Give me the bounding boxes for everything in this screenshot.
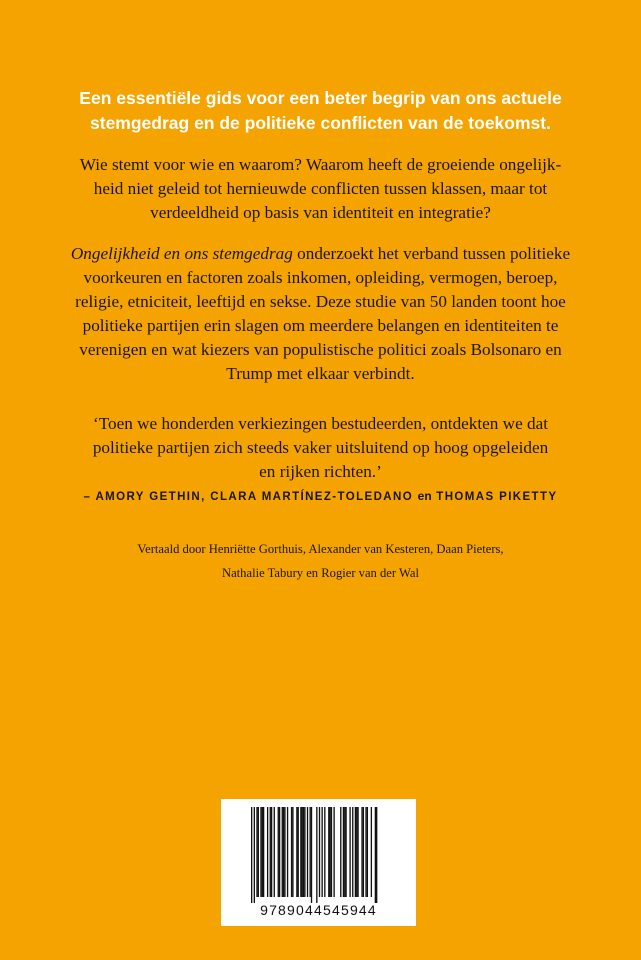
barcode-bar <box>310 807 311 897</box>
barcode-bar <box>254 807 255 903</box>
barcode-bar <box>287 807 288 897</box>
intro-paragraph <box>40 153 601 225</box>
quote-line: en rijken richten.’ <box>259 462 382 481</box>
barcode-bar <box>328 807 329 897</box>
barcode-bar <box>256 807 257 897</box>
barcode-bar <box>274 807 275 897</box>
barcode-bar <box>303 807 304 897</box>
description-line: religie, etniciteit, leeftijd en sekse. Deze studie van 50 landen toont hoe <box>75 292 566 311</box>
barcode-bar <box>298 807 299 897</box>
description-line <box>40 242 601 266</box>
barcode-bar <box>282 807 283 897</box>
barcode-bar <box>345 807 346 897</box>
barcode-bar <box>307 807 308 897</box>
quote-line: ‘Toen we honderden verkiezingen bestudeerden, ontdekten we dat <box>92 414 549 433</box>
barcode-bar <box>376 807 377 903</box>
barcode-bar <box>296 807 297 897</box>
barcode-bar <box>352 807 353 897</box>
author-last-name: THOMAS PIKETTY <box>436 491 558 503</box>
description-line: voorkeuren en factoren zoals inkomen, opleiding, vermogen, beroep, <box>83 268 558 287</box>
barcode-bar <box>279 807 280 897</box>
translator-line: Vertaald door Henriëtte Gorthuis, Alexander van Kesteren, Daan Pieters, <box>137 542 504 556</box>
tagline-line: stemgedrag en de politieke conflicten van de toekomst. <box>90 113 551 133</box>
barcode-bar <box>331 807 332 897</box>
barcode-bar <box>284 807 285 897</box>
barcode-bar <box>324 807 325 897</box>
barcode-bar <box>291 807 292 897</box>
barcode-bar <box>300 807 301 897</box>
intro-line: Wie stemt voor wie en waarom? Waarom heeft de groeiende ongelijk- <box>79 155 562 174</box>
author-credit <box>30 488 611 505</box>
tagline <box>40 86 601 136</box>
description-paragraph <box>40 242 601 386</box>
barcode-bar <box>278 807 279 897</box>
book-title: Ongelijkheid en ons stemgedrag <box>70 244 293 263</box>
barcode-bar <box>270 807 271 897</box>
barcode-bar <box>260 807 261 897</box>
description-line-rest: onderzoekt het verband tussen politieke <box>292 244 571 263</box>
tagline-line: Een essentiële gids voor een beter begrip van ons actuele <box>79 88 562 108</box>
intro-line: verdeeldheid op basis van identiteit en integratie? <box>150 203 491 222</box>
barcode-bar <box>258 807 259 897</box>
isbn-barcode <box>221 799 416 926</box>
barcode-bar <box>292 807 293 897</box>
barcode-bar <box>302 807 303 897</box>
barcode-bar <box>311 807 312 903</box>
barcode-bar <box>321 807 322 897</box>
barcode-bar <box>329 807 330 897</box>
barcode-bar <box>316 807 317 903</box>
barcode-bar <box>271 807 272 897</box>
barcode-bar <box>251 807 252 903</box>
barcode-bar <box>371 807 372 897</box>
author-names: – AMORY GETHIN, CLARA MARTÍNEZ-TOLEDANO <box>83 491 414 503</box>
barcode-bar <box>363 807 364 897</box>
translator-line: Nathalie Tabury en Rogier van der Wal <box>222 566 419 580</box>
author-quote <box>50 412 591 484</box>
barcode-bar <box>263 807 264 897</box>
barcode-bar <box>304 807 305 897</box>
barcode-bar <box>375 807 376 903</box>
barcode-bar <box>344 807 345 897</box>
barcode-bar <box>262 807 263 897</box>
barcode-bar <box>365 807 366 897</box>
barcode-bar <box>343 807 344 897</box>
barcode-bar <box>267 807 268 897</box>
barcode-bar <box>355 807 356 897</box>
barcode-bar <box>319 807 320 897</box>
barcode-bar <box>283 807 284 897</box>
intro-line: heid niet geleid tot hernieuwde conflicten tussen klassen, maar tot <box>93 179 548 198</box>
barcode-bar <box>340 807 341 897</box>
isbn-number: 9789044545944 <box>260 902 377 918</box>
description-line: Trump met elkaar verbindt. <box>226 364 415 383</box>
author-joiner: en <box>417 489 432 503</box>
quote-line: politieke partijen zich steeds vaker uitsluitend op hoog opgeleiden <box>92 438 549 457</box>
barcode-bar <box>361 807 362 897</box>
barcode-bar <box>349 807 350 897</box>
barcode-bar <box>367 807 368 897</box>
description-line: verenigen en wat kiezers van populistische politici zoals Bolsonaro en <box>79 340 562 359</box>
barcode-bar <box>357 807 358 897</box>
description-line: politieke partijen erin slagen om meerdere belangen en identiteiten te <box>82 316 559 335</box>
barcode-bar <box>333 807 334 897</box>
barcode-bar <box>356 807 357 897</box>
translator-credit <box>60 537 581 585</box>
